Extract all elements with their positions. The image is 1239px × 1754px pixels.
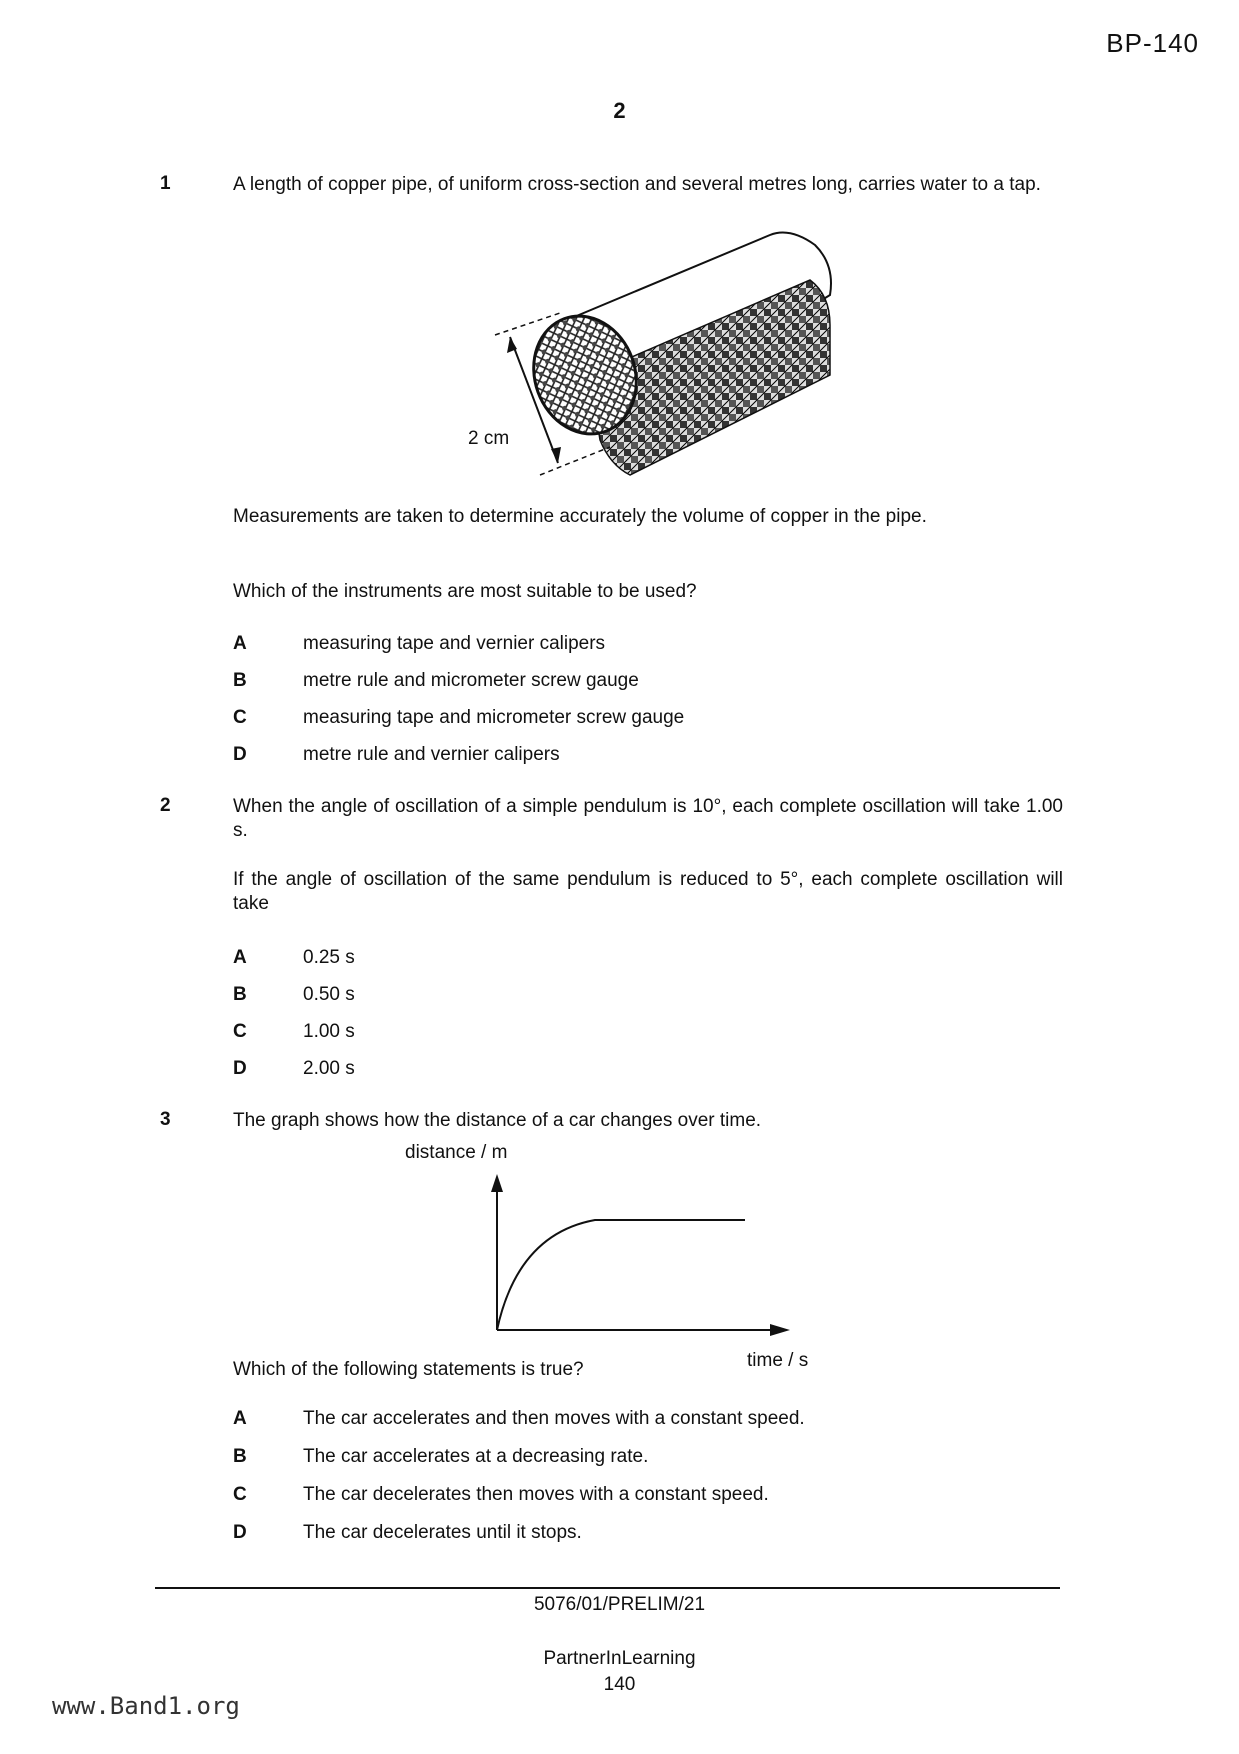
option-text: The car decelerates until it stops.	[303, 1522, 582, 1543]
page-number: 2	[613, 98, 626, 123]
option-text: The car accelerates at a decreasing rate.	[303, 1446, 649, 1467]
question-3-prompt: Which of the following statements is true?	[233, 1359, 584, 1380]
option-letter: D	[233, 744, 247, 765]
graph-y-axis-label: distance / m	[405, 1142, 508, 1163]
question-2-number: 2	[160, 795, 171, 816]
question-2-stem: When the angle of oscillation of a simple pendulum is 10°, each complete oscillation will take 1.00 s.	[233, 796, 1063, 841]
publisher-name: PartnerInLearning	[543, 1648, 696, 1669]
question-1-stem-2: Measurements are taken to determine accurately the volume of copper in the pipe.	[233, 506, 927, 527]
option-text: 1.00 s	[303, 1021, 355, 1042]
graph-y-arrowhead	[491, 1174, 503, 1192]
question-1-option-d	[233, 744, 560, 766]
option-letter: A	[233, 1408, 247, 1429]
option-letter: C	[233, 1484, 247, 1505]
diameter-arrowhead-bottom	[551, 447, 561, 463]
question-2-option-c	[233, 1021, 355, 1043]
option-text: 2.00 s	[303, 1058, 355, 1079]
option-letter: D	[233, 1058, 247, 1079]
question-1-option-b	[233, 670, 639, 692]
pipe-diameter-label: 2 cm	[468, 428, 510, 449]
question-1-number: 1	[160, 173, 171, 194]
question-2-stem-2: If the angle of oscillation of the same pendulum is reduced to 5°, each complete oscillation will take	[233, 869, 1063, 914]
option-letter: C	[233, 707, 247, 728]
question-1-prompt: Which of the instruments are most suitable to be used?	[233, 581, 697, 602]
watermark-url: www.Band1.org	[52, 1692, 240, 1720]
footer-divider	[155, 1587, 1060, 1589]
option-letter: B	[233, 1446, 247, 1467]
graph-x-axis-label: time / s	[747, 1350, 809, 1371]
option-letter: C	[233, 1021, 247, 1042]
option-letter: A	[233, 633, 247, 654]
option-text: The car decelerates then moves with a constant speed.	[303, 1484, 769, 1505]
option-text: measuring tape and vernier calipers	[303, 633, 606, 654]
question-2-option-b	[233, 984, 355, 1006]
option-text: 0.25 s	[303, 947, 355, 968]
option-letter: B	[233, 984, 247, 1005]
option-letter: A	[233, 947, 247, 968]
option-text: measuring tape and micrometer screw gauge	[303, 707, 685, 728]
question-3-option-a	[233, 1408, 805, 1430]
lower-guide-line	[540, 447, 610, 475]
document-code: BP-140	[1106, 28, 1199, 58]
option-letter: D	[233, 1522, 247, 1543]
question-3-option-c	[233, 1484, 769, 1506]
footer-page-number: 140	[603, 1674, 636, 1695]
distance-time-graph	[470, 1170, 800, 1340]
option-text: 0.50 s	[303, 984, 355, 1005]
question-3-number: 3	[160, 1109, 171, 1130]
copper-pipe-figure	[470, 225, 910, 500]
option-text: metre rule and vernier calipers	[303, 744, 560, 765]
question-1-option-c	[233, 707, 684, 729]
question-1-option-a	[233, 633, 605, 655]
question-3-stem: The graph shows how the distance of a car changes over time.	[233, 1110, 762, 1131]
option-text: metre rule and micrometer screw gauge	[303, 670, 639, 691]
option-letter: B	[233, 670, 247, 691]
option-text: The car accelerates and then moves with a constant speed.	[303, 1408, 805, 1429]
question-2-option-d	[233, 1058, 355, 1080]
graph-x-arrowhead	[770, 1324, 790, 1336]
graph-curve	[497, 1220, 745, 1330]
question-1-stem: A length of copper pipe, of uniform cross-section and several metres long, carries water to a tap.	[233, 174, 1041, 195]
paper-code: 5076/01/PRELIM/21	[533, 1594, 706, 1615]
question-2-option-a	[233, 947, 355, 969]
question-3-option-b	[233, 1446, 648, 1468]
question-3-option-d	[233, 1522, 582, 1544]
